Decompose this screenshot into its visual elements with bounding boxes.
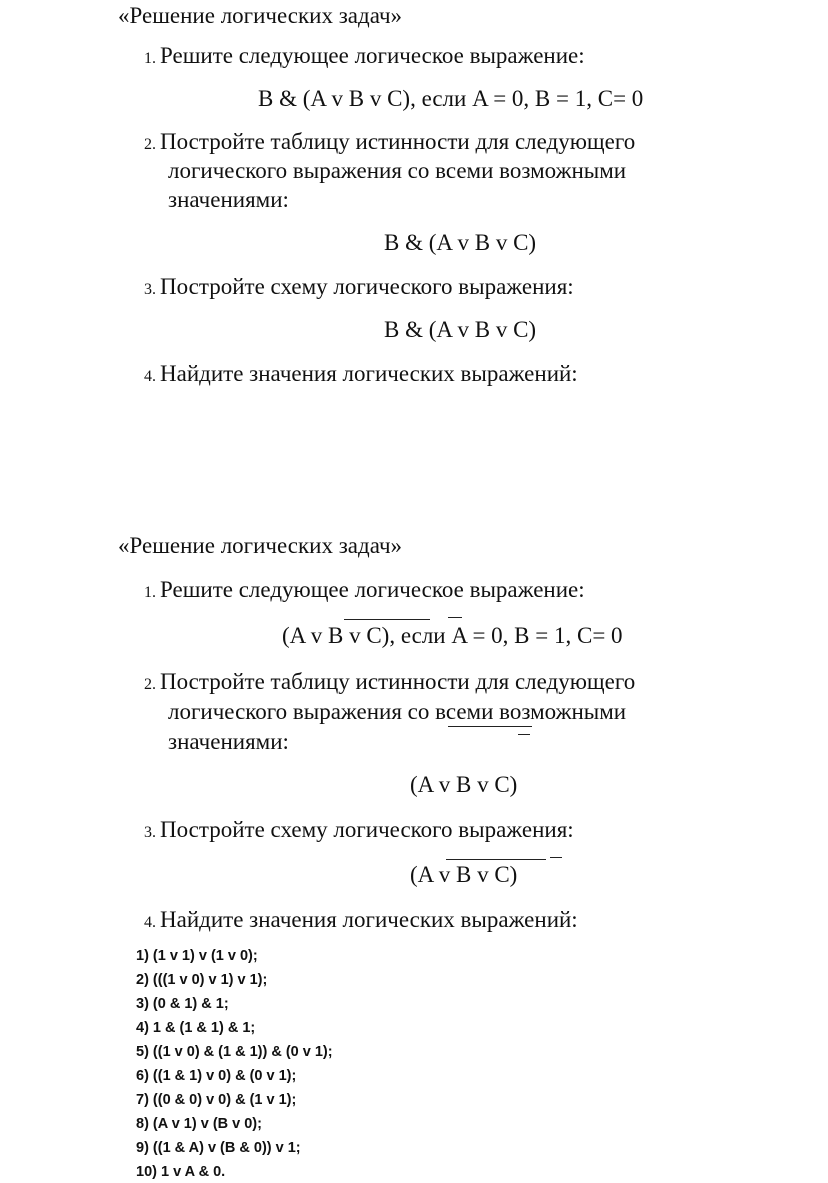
exercise-item: 6) ((1 & 1) v 0) & (0 v 1);	[136, 1068, 297, 1084]
exercise-item: 10) 1 v A & 0.	[136, 1164, 226, 1180]
task-text: Найдите значения логических выражений:	[160, 907, 578, 932]
task-number: 2.	[144, 136, 156, 153]
task-number: 3.	[144, 281, 156, 298]
task-number: 4.	[144, 914, 156, 931]
negation-overline	[344, 619, 430, 620]
task-number: 2.	[144, 676, 156, 693]
task-text: Постройте схему логического выражения:	[160, 817, 574, 842]
section1-task2-formula: B & (A v B v C)	[384, 230, 537, 255]
section1-task3	[144, 273, 574, 304]
task-text: Решите следующее логическое выражение:	[160, 577, 585, 602]
section2-task1	[144, 576, 585, 607]
task-text: Постройте схему логического выражения:	[160, 274, 574, 299]
section1-task2-line2: логического выражения со всеми возможными	[168, 158, 627, 183]
task-number: 4.	[144, 368, 156, 385]
section1-task2-line3: значениями:	[168, 187, 289, 212]
negation-overline	[448, 617, 462, 618]
exercise-item: 3) (0 & 1) & 1;	[136, 996, 229, 1012]
negation-overline	[550, 857, 562, 858]
task-text: Постройте таблицу истинности для следующего	[160, 129, 636, 154]
exercise-item: 7) ((0 & 0) v 0) & (1 v 1);	[136, 1092, 297, 1108]
task-text: Найдите значения логических выражений:	[160, 361, 578, 386]
section2-task4	[144, 906, 578, 937]
section2-task3-formula: (A v B v C)	[410, 862, 518, 887]
section1-task4	[144, 360, 578, 391]
negation-overline	[446, 859, 546, 860]
section2-task2-line3: значениями:	[168, 729, 289, 754]
exercise-item: 1) (1 v 1) v (1 v 0);	[136, 948, 258, 964]
section1-task1	[144, 42, 585, 73]
task-text: Решите следующее логическое выражение:	[160, 43, 585, 68]
exercise-item: 5) ((1 v 0) & (1 & 1)) & (0 v 1);	[136, 1044, 333, 1060]
task-text: Постройте таблицу истинности для следующего	[160, 669, 636, 694]
negation-overline	[518, 734, 530, 735]
task-number: 1.	[144, 584, 156, 601]
section2-task2-formula: (A v B v C)	[410, 772, 518, 797]
exercise-item: 9) ((1 & A) v (B & 0)) v 1;	[136, 1140, 301, 1156]
exercise-item: 8) (A v 1) v (B v 0);	[136, 1116, 262, 1132]
task-number: 3.	[144, 824, 156, 841]
exercise-item: 4) 1 & (1 & 1) & 1;	[136, 1020, 256, 1036]
task-number: 1.	[144, 50, 156, 67]
exercise-item: 2) (((1 v 0) v 1) v 1);	[136, 972, 268, 988]
negation-overline	[448, 726, 532, 727]
section2-task2	[144, 668, 635, 699]
section2-title: «Решение логических задач»	[118, 533, 403, 558]
section2-task2-line2: логического выражения со всеми возможными	[168, 699, 627, 724]
section1-task1-formula: B & (A v B v C), если A = 0, B = 1, C= 0	[258, 86, 644, 111]
section2-task3	[144, 816, 574, 847]
section1-task2	[144, 128, 635, 159]
section1-title: «Решение логических задач»	[118, 3, 403, 28]
section1-task3-formula: B & (A v B v C)	[384, 317, 537, 342]
section2-task1-formula: (A v B v C), если A = 0, B = 1, C= 0	[282, 623, 623, 648]
